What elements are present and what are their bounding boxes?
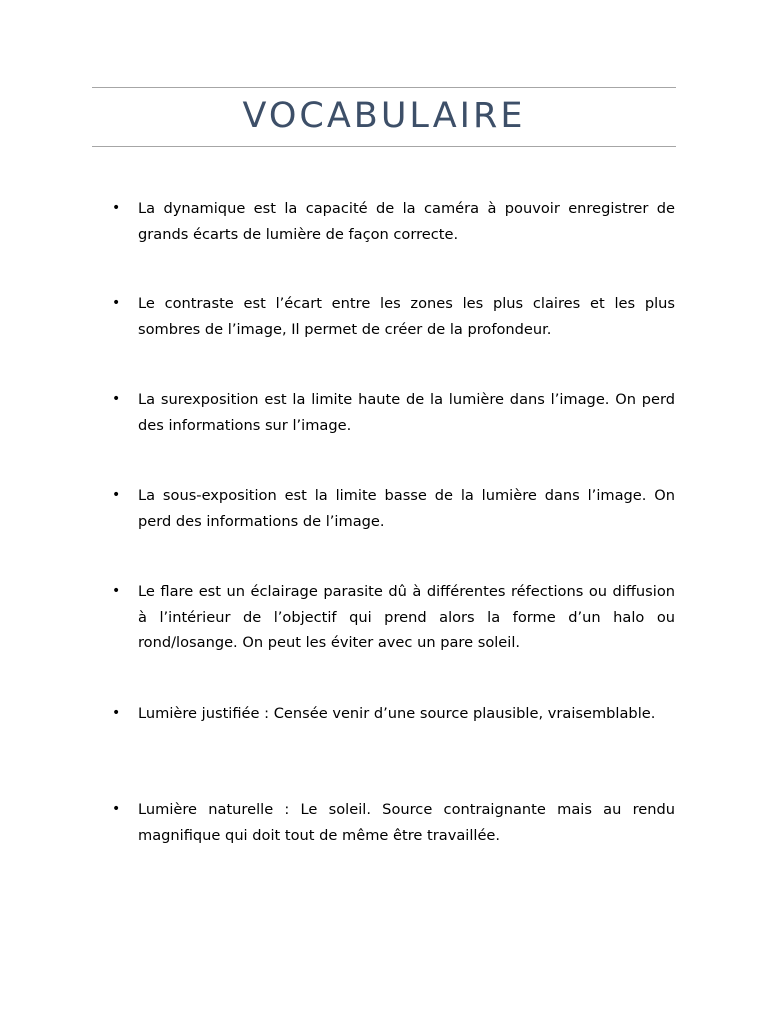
list-item-text: Lumière justifiée : Censée venir d’une source plausible, vraisemblable.: [138, 705, 656, 722]
bullet-icon: •: [112, 200, 121, 216]
list-item-text: Le contraste est l’écart entre les zones les plus claires et les plus sombres de l’image, Il permet de créer de la profondeur.: [138, 295, 675, 338]
bullet-icon: •: [112, 295, 121, 311]
bullet-icon: •: [112, 391, 121, 407]
bullet-icon: •: [112, 801, 121, 817]
list-item: [112, 483, 675, 534]
list-item-text: La surexposition est la limite haute de la lumière dans l’image. On perd des informations sur l’image.: [138, 391, 675, 434]
list-item: [112, 797, 675, 848]
list-item: [112, 196, 675, 247]
list-item-text: La sous-exposition est la limite basse de la lumière dans l’image. On perd des informations de l’image.: [138, 487, 675, 530]
bullet-icon: •: [112, 705, 121, 721]
list-item: [112, 387, 675, 438]
bullet-icon: •: [112, 487, 121, 503]
title-block: [92, 87, 676, 147]
list-item-text: La dynamique est la capacité de la caméra à pouvoir enregistrer de grands écarts de lumière de façon correcte.: [138, 200, 675, 243]
bullet-icon: •: [112, 583, 121, 599]
list-item: [112, 291, 675, 342]
list-item: [112, 701, 675, 727]
list-item-text: Lumière naturelle : Le soleil. Source contraignante mais au rendu magnifique qui doit tout de même être travaillée.: [138, 801, 675, 844]
list-item-text: Le flare est un éclairage parasite dû à différentes réfections ou diffusion à l’intérieur de l’objectif qui prend alors la forme d’un halo ou rond/losange. On peut les éviter avec un pare soleil.: [138, 583, 675, 651]
page-title: VOCABULAIRE: [242, 96, 526, 136]
list-item: [112, 579, 675, 656]
